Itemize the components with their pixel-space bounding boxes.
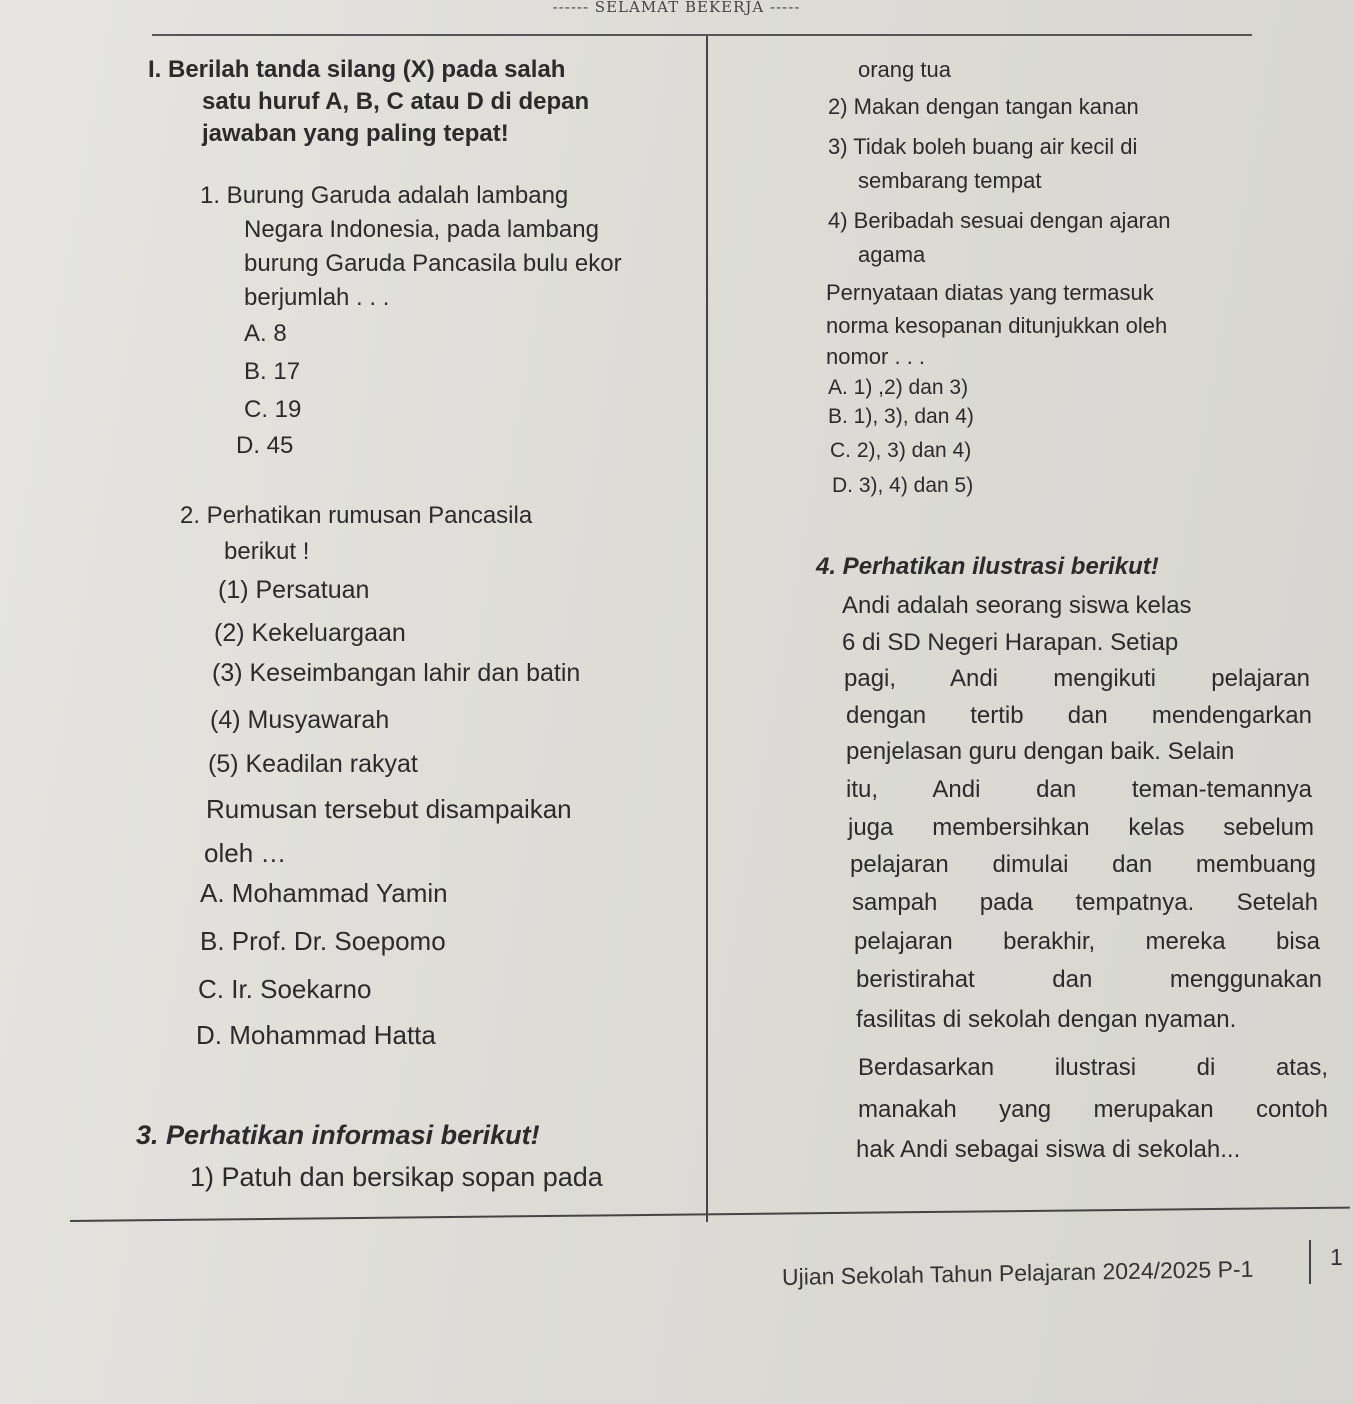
- list-item: (3) Keseimbangan lahir dan batin: [212, 659, 581, 687]
- paragraph-line: juga membersihkan kelas sebelum: [848, 814, 1314, 841]
- question-title: 3. Perhatikan informasi berikut!: [136, 1120, 540, 1150]
- option-b[interactable]: B. 17: [244, 358, 301, 385]
- list-item-continuation: sembarang tempat: [858, 168, 1042, 193]
- paragraph-line: Berdasarkan ilustrasi di atas,: [858, 1054, 1328, 1081]
- page-number: 1: [1330, 1244, 1343, 1270]
- paragraph-line: Andi adalah seorang siswa kelas: [842, 592, 1192, 619]
- list-item: (4) Musyawarah: [210, 706, 390, 734]
- instruction-line: satu huruf A, B, C atau D di depan: [202, 88, 590, 115]
- option-c[interactable]: C. Ir. Soekarno: [198, 974, 372, 1004]
- list-item: (1) Persatuan: [218, 576, 370, 604]
- list-item-continuation: agama: [858, 242, 926, 267]
- paragraph-line: 6 di SD Negeri Harapan. Setiap: [842, 629, 1179, 656]
- option-d[interactable]: D. Mohammad Hatta: [196, 1020, 436, 1050]
- paragraph-line: manakah yang merupakan contoh: [858, 1096, 1328, 1123]
- list-item: 1) Patuh dan bersikap sopan pada: [190, 1162, 603, 1192]
- question-text: Pernyataan diatas yang termasuk: [826, 280, 1154, 305]
- instruction-line: jawaban yang paling tepat!: [202, 120, 509, 147]
- option-b[interactable]: B. 1), 3), dan 4): [828, 405, 974, 428]
- question-text: nomor . . .: [826, 344, 926, 369]
- paragraph-line: fasilitas di sekolah dengan nyaman.: [856, 1006, 1237, 1033]
- question-text: 1. Burung Garuda adalah lambang: [200, 182, 569, 209]
- question-text: Negara Indonesia, pada lambang: [244, 216, 599, 243]
- question-text: burung Garuda Pancasila bulu ekor: [244, 250, 622, 277]
- list-item-continuation: orang tua: [858, 57, 951, 82]
- option-b[interactable]: B. Prof. Dr. Soepomo: [200, 926, 446, 956]
- paragraph-line: hak Andi sebagai siswa di sekolah...: [856, 1136, 1241, 1163]
- footer-divider: [1309, 1240, 1311, 1284]
- question-text: berikut !: [224, 538, 310, 565]
- paragraph-line: pagi, Andi mengikuti pelajaran: [844, 665, 1310, 692]
- top-rule: [152, 34, 1252, 36]
- question-title: 4. Perhatikan ilustrasi berikut!: [816, 553, 1159, 580]
- option-a[interactable]: A. 1) ,2) dan 3): [828, 376, 969, 399]
- option-d[interactable]: D. 3), 4) dan 5): [832, 474, 974, 497]
- column-divider: [706, 36, 708, 1222]
- question-text: Rumusan tersebut disampaikan: [206, 794, 572, 824]
- paragraph-line: beristirahat dan menggunakan: [856, 966, 1322, 993]
- paragraph-line: pelajaran dimulai dan membuang: [850, 851, 1316, 878]
- option-c[interactable]: C. 2), 3) dan 4): [830, 439, 972, 462]
- list-item: 4) Beribadah sesuai dengan ajaran: [828, 208, 1171, 233]
- paragraph-line: pelajaran berakhir, mereka bisa: [854, 928, 1320, 955]
- question-text: norma kesopanan ditunjukkan oleh: [826, 313, 1168, 338]
- question-text: 2. Perhatikan rumusan Pancasila: [180, 502, 533, 529]
- paragraph-line: penjelasan guru dengan baik. Selain: [846, 738, 1235, 765]
- option-a[interactable]: A. 8: [244, 320, 287, 347]
- list-item: (5) Keadilan rakyat: [208, 750, 418, 778]
- paragraph-line: itu, Andi dan teman-temannya: [846, 776, 1312, 803]
- exam-footer: Ujian Sekolah Tahun Pelajaran 2024/2025 P-1: [781, 1255, 1254, 1290]
- list-item: (2) Kekeluargaan: [214, 619, 406, 647]
- paragraph-line: sampah pada tempatnya. Setelah: [852, 889, 1318, 916]
- list-item: 3) Tidak boleh buang air kecil di: [828, 134, 1138, 159]
- list-item: 2) Makan dengan tangan kanan: [828, 94, 1139, 119]
- paragraph-line: dengan tertib dan mendengarkan: [846, 702, 1312, 729]
- question-text: berjumlah . . .: [244, 284, 390, 311]
- option-d[interactable]: D. 45: [236, 432, 294, 459]
- option-a[interactable]: A. Mohammad Yamin: [200, 878, 448, 908]
- option-c[interactable]: C. 19: [244, 396, 302, 423]
- instruction-line: I. Berilah tanda silang (X) pada salah: [148, 56, 566, 83]
- page-header: ------ SELAMAT BEKERJA -----: [552, 0, 801, 16]
- question-text: oleh …: [204, 838, 287, 868]
